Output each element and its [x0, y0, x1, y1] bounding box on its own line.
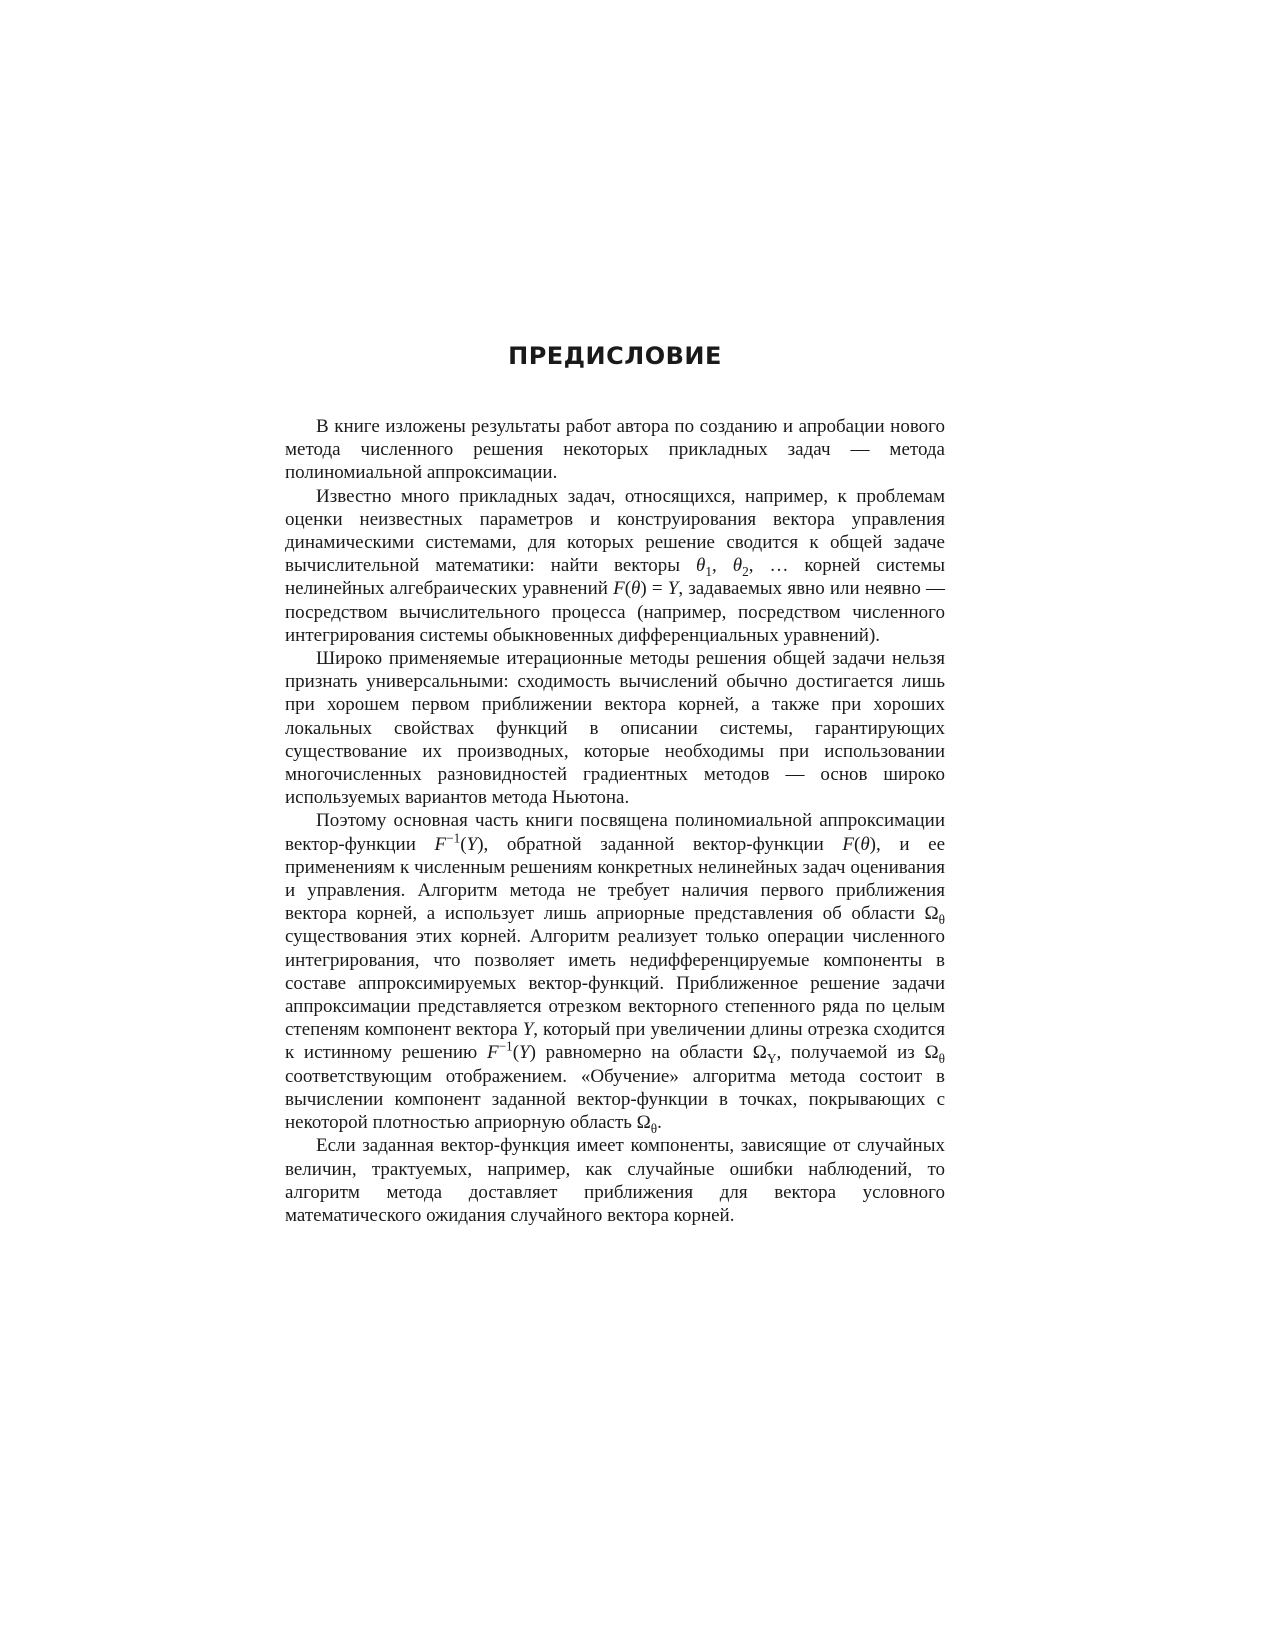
text-run: Ω [924, 903, 939, 925]
math-symbol: θ [696, 555, 706, 577]
text-run: существования этих корней. Алгоритм реализует только операции численного интегрирования, что позволяет иметь недифференцируемые компоненты в составе аппроксимируемых вектор-функций. Приближенное решение задачи аппроксимации представляется отрезком векторного степенного ряда по целым степеням компонент вектора [285, 926, 945, 1041]
math-symbol: θ [732, 555, 743, 577]
text-run: , задаваемых явно или неявно — посредством вычислительного процесса (например, посредством численного интегрирования системы обыкновенных дифференциальных уравнений). [285, 578, 945, 646]
text-run: , [712, 555, 733, 577]
text-run: Ω [752, 1042, 767, 1064]
math-symbol: F [434, 833, 447, 855]
subscript: θ [650, 1120, 658, 1136]
text-run: , который при увеличении длины отрезка сходится к истинному решению [285, 1019, 945, 1064]
math-symbol: F [842, 833, 854, 855]
math-symbol: F [613, 578, 625, 600]
math-symbol: Y [466, 833, 478, 855]
text-run: , … корней системы нелинейных алгебраических уравнений [285, 555, 945, 600]
text-run: ( [512, 1042, 520, 1064]
text-run: Широко применяемые итерационные методы решения общей задачи нельзя признать универсальными: сходимость вычислений обычно достигается лишь при хорошем первом приближении вектора корней, а также при хороших локальных свойствах функций в описании системы, гарантирующих существование их производных, которые необходимы при использовании многочисленных разновидностей градиентных методов — основ широко используемых вариантов метода Ньютона. [285, 648, 945, 809]
text-run: . [657, 1112, 662, 1134]
paragraph-p3 [285, 647, 945, 809]
subscript: θ [938, 912, 945, 928]
preface-text [285, 415, 945, 1227]
text-run: Поэтому основная часть книги посвящена полиномиальной аппроксимации вектор-функции [285, 810, 945, 855]
subscript: 2 [742, 564, 749, 580]
text-run: Ω [924, 1042, 939, 1064]
subscript: Y [766, 1051, 777, 1067]
superscript: −1 [446, 830, 461, 846]
text-run: Ω [636, 1112, 651, 1134]
page-body [285, 340, 945, 1227]
text-run: ( [854, 833, 861, 855]
math-symbol: Y [667, 578, 679, 600]
subscript: 1 [705, 564, 713, 580]
text-run: ( [624, 578, 632, 600]
text-run: ), обратной заданной вектор-функции [477, 833, 843, 855]
paragraph-p4 [285, 809, 945, 1134]
text-run: Известно много прикладных задач, относящихся, например, к проблемам оценки неизвестных параметров и конструирования вектора управления динамическими системами, для которых решение сводится к общей задаче вычислительной математики: найти векторы [285, 485, 945, 577]
page-title: ПРЕДИСЛОВИЕ [508, 342, 722, 370]
math-symbol: θ [631, 578, 641, 600]
text-run: , получаемой из [776, 1042, 925, 1064]
text-run: ( [460, 833, 467, 855]
math-symbol: Y [522, 1019, 534, 1041]
text-run: В книге изложены результаты работ автора по созданию и апробации нового метода численного решения некоторых прикладных задач — метода полиномиальной аппроксимации. [285, 416, 945, 484]
math-symbol: θ [860, 833, 870, 855]
paragraph-p2 [285, 485, 945, 647]
math-symbol: Y [519, 1042, 530, 1064]
paragraph-p1 [285, 415, 945, 485]
text-run: соответствующим отображением. «Обучение» алгоритма метода состоит в вычислении компонент заданной вектор-функции в точках, покрывающих с некоторой плотностью априорную область [285, 1065, 945, 1134]
text-run: ) = [640, 578, 668, 600]
text-run: ) равномерно на области [529, 1042, 753, 1064]
math-symbol: F [486, 1042, 499, 1064]
paragraph-p5 [285, 1134, 945, 1227]
superscript: −1 [498, 1039, 513, 1055]
subscript: θ [938, 1051, 946, 1067]
text-run: Если заданная вектор-функция имеет компоненты, зависящие от случайных величин, трактуемых, например, как случайные ошибки наблюдений, то алгоритм метода доставляет приближения для вектора условного математического ожидания случайного вектора корней. [285, 1135, 945, 1226]
text-run: ), и ее применениям к численным решениям конкретных нелинейных задач оценивания и управления. Алгоритм метода не требует наличия первого приближения вектора корней, а использует лишь априорные представления об области [285, 833, 945, 925]
